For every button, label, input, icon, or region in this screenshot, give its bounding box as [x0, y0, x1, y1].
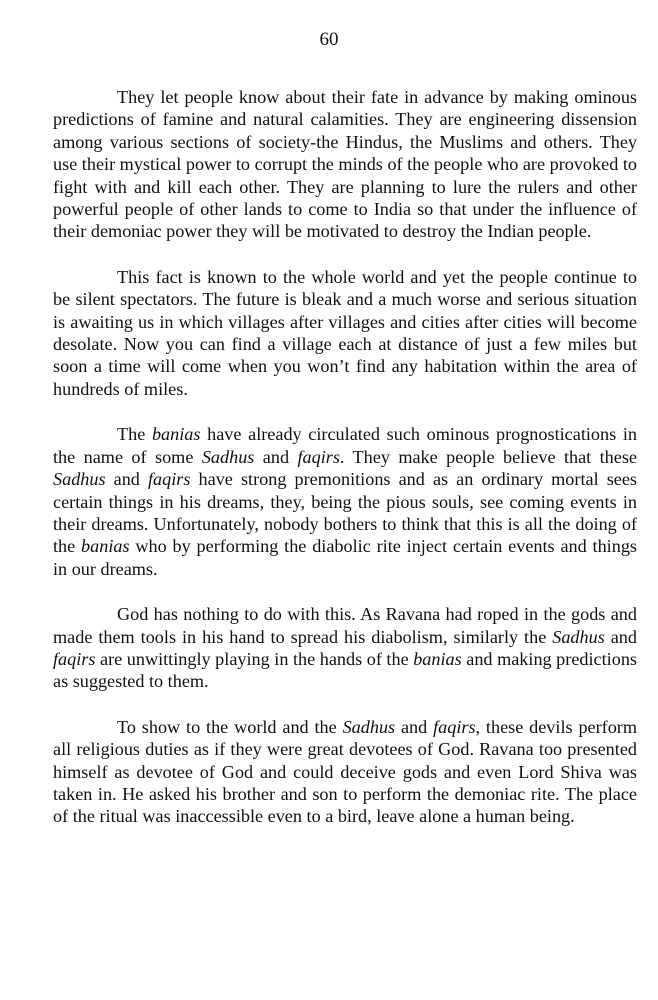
italic-term: Sadhus	[53, 469, 106, 490]
text-segment: . They make people believe that these	[339, 446, 637, 467]
italic-term: Sadhus	[342, 716, 396, 737]
italic-term: Sadhus	[552, 626, 605, 647]
text-segment: are unwittingly playing in the hands of the	[95, 648, 414, 669]
page-number: 60	[319, 29, 339, 50]
body-text	[53, 86, 637, 851]
paragraph	[53, 603, 637, 693]
italic-term: faqirs	[53, 648, 96, 669]
italic-term: faqirs	[297, 446, 340, 467]
italic-term: banias	[81, 536, 130, 557]
text-segment: and making predictions as suggested to them.	[53, 648, 637, 692]
text-segment: and	[254, 446, 298, 467]
text-segment: and	[105, 469, 148, 490]
italic-term: Sadhus	[201, 446, 255, 467]
text-segment: have already circulated such ominous prognostications in the name of some	[53, 424, 638, 467]
italic-term: faqirs	[433, 716, 476, 737]
paragraph	[53, 716, 637, 828]
text-segment: have strong premonitions and as an ordinary mortal sees certain things in his dreams, they, being the pious souls, see coming events in their dreams. Unfortunately, nobody bothers to think that this is all the doing of the	[53, 469, 638, 557]
text-segment: They let people know about their fate in advance by making ominous predictions of famine and natural calamities. They are engineering dissension among various sections of society-the Hindus, the Muslims and others. They use their mystical power to corrupt the minds of the people who are provoked to fight with and kill each other. They are planning to lure the rulers and other powerful people of other lands to come to India so that under the influence of their demoniac power they will be motivated to destroy the Indian people.	[53, 87, 637, 242]
paragraph	[53, 266, 637, 400]
paragraph	[53, 423, 637, 580]
italic-term: banias	[151, 424, 201, 445]
text-segment: The	[117, 424, 152, 445]
text-segment: and	[395, 716, 434, 737]
text-segment: and	[604, 626, 637, 647]
text-segment: God has nothing to do with this. As Ravana had roped in the gods and made them tools in his hand to spread his diabolism, similarly the	[53, 604, 637, 647]
italic-term: banias	[413, 648, 462, 669]
paragraph	[53, 86, 637, 243]
text-segment: who by performing the diabolic rite inject certain events and things in our dreams.	[53, 536, 637, 579]
text-segment: This fact is known to the whole world and yet the people continue to be silent spectators. The future is bleak and a much worse and serious situation is awaiting us in which villages after villages and cities after cities will become desolate. Now you can find a village each at distance of just a few miles but soon a time will come when you won’t find any habitation within the area of hundreds of miles.	[53, 266, 637, 399]
italic-term: faqirs	[148, 469, 191, 490]
text-segment: To show to the world and the	[117, 716, 343, 737]
text-segment: , these devils perform all religious duties as if they were great devotees of God. Ravana too presented himself as devotee of God and could deceive gods and even Lord Shiva was taken in. He asked his brother and son to perform the demoniac rite. The place of the ritual was inaccessible even to a bird, leave alone a human being.	[53, 716, 638, 827]
